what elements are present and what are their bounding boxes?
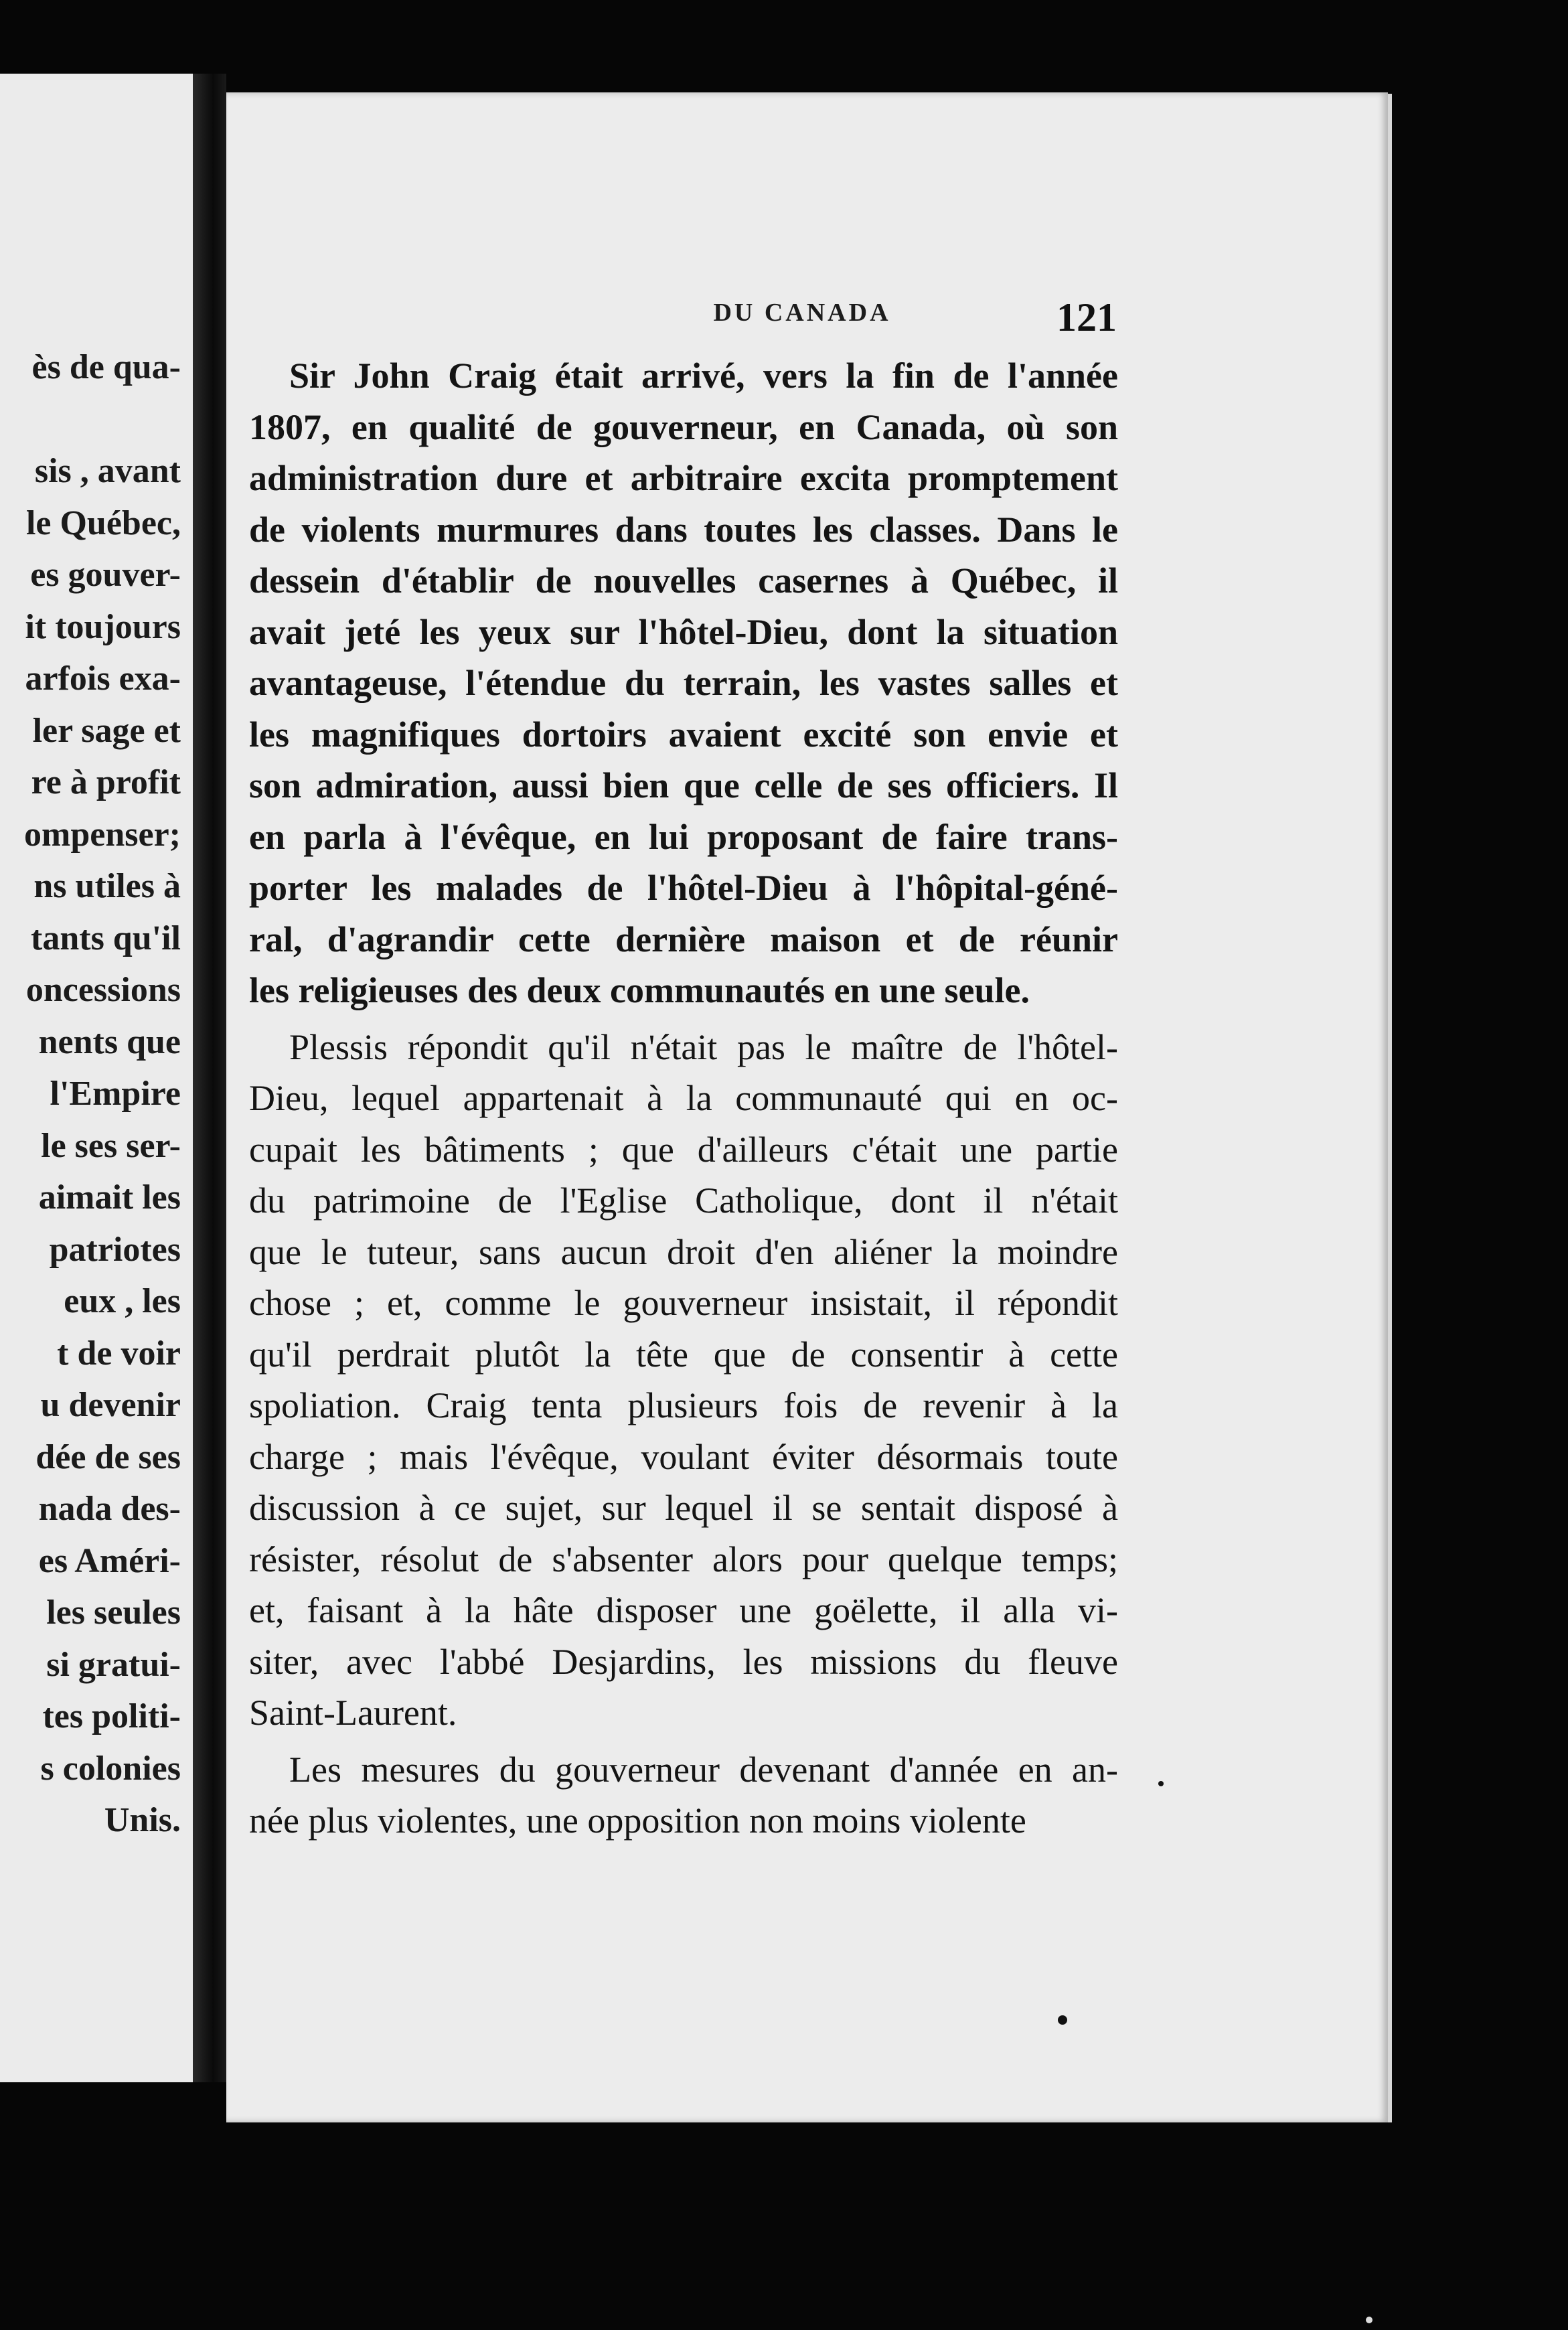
left-page-text	[0, 341, 181, 1847]
left-page-line: eux , les	[64, 1282, 181, 1320]
left-page-line: oncessions	[25, 971, 181, 1009]
text-line: les religieuses des deux communautés en une seule.	[249, 970, 1030, 1010]
left-page-line: dée de ses	[35, 1438, 181, 1476]
left-page-line: si gratui-	[46, 1645, 181, 1684]
text-line: dessein d'établir de nouvelles casernes à Québec, il	[249, 560, 1118, 601]
left-page-line: it toujours	[25, 607, 181, 646]
paragraph	[249, 1744, 1118, 1847]
text-line: résister, résolut de s'absenter alors pour quelque temps;	[249, 1539, 1118, 1579]
text-line: spoliation. Craig tenta plusieurs fois de revenir à la	[249, 1385, 1118, 1425]
left-page-line: u devenir	[40, 1386, 181, 1424]
text-line: porter les malades de l'hôtel-Dieu à l'hôpital-géné-	[249, 868, 1118, 908]
left-page-line: t de voir	[57, 1334, 181, 1373]
text-line: administration dure et arbitraire excita promptement	[249, 458, 1118, 498]
text-line: Dieu, lequel appartenait à la communauté qui en oc-	[249, 1078, 1118, 1118]
left-page	[0, 74, 193, 2082]
text-line: avait jeté les yeux sur l'hôtel-Dieu, dont la situation	[249, 611, 1118, 652]
left-page-line	[0, 394, 181, 446]
left-page-line: s colonies	[40, 1749, 181, 1788]
text-line: de violents murmures dans toutes les classes. Dans le	[249, 509, 1118, 550]
page-edge	[1388, 94, 1392, 2122]
text-line: Plessis répondit qu'il n'était pas le maître de l'hôtel-	[289, 1026, 1118, 1067]
left-page-line: le Québec,	[25, 503, 181, 542]
text-line: Les mesures du gouverneur devenant d'année en an-	[289, 1749, 1118, 1790]
left-page-line: patriotes	[49, 1230, 181, 1269]
text-line: siter, avec l'abbé Desjardins, les missions du fleuve	[249, 1641, 1118, 1682]
left-page-line: Unis.	[104, 1801, 181, 1839]
text-line: Saint-Laurent.	[249, 1693, 457, 1733]
text-line: cupait les bâtiments ; que d'ailleurs c'était une partie	[249, 1129, 1118, 1170]
left-page-line: arfois exa-	[25, 659, 181, 698]
scan-speck	[1366, 2317, 1373, 2323]
text-line: avantageuse, l'étendue du terrain, les vastes salles et	[249, 663, 1118, 703]
text-line: et, faisant à la hâte disposer une goëlette, il alla vi-	[249, 1590, 1118, 1630]
body-text	[249, 350, 1118, 1847]
left-page-line: l'Empire	[50, 1075, 181, 1113]
left-page-line: es gouver-	[30, 556, 181, 594]
text-line: les magnifiques dortoirs avaient excité son envie et	[249, 714, 1118, 755]
paragraph-gap	[249, 1739, 1118, 1744]
text-line: que le tuteur, sans aucun droit d'en aliéner la moindre	[249, 1231, 1118, 1272]
paragraph	[249, 1022, 1118, 1739]
text-line: ral, d'agrandir cette dernière maison et de réunir	[249, 919, 1118, 959]
text-line: 1807, en qualité de gouverneur, en Canada, où son	[249, 406, 1118, 447]
left-page-line: le ses ser-	[41, 1126, 181, 1165]
scan-speck	[1058, 2015, 1067, 2025]
left-page-line: ler sage et	[32, 711, 181, 750]
running-head	[367, 298, 1117, 338]
left-page-line: tes politi-	[42, 1697, 181, 1735]
left-page-line: ompenser;	[24, 815, 181, 854]
left-page-line: nada des-	[38, 1490, 181, 1528]
text-line: chose ; et, comme le gouverneur insistait, il répondit	[249, 1283, 1118, 1323]
text-line: née plus violentes, une opposition non moins violente	[249, 1800, 1026, 1841]
left-page-line: re à profit	[31, 763, 181, 801]
left-page-line: es Améri-	[38, 1541, 181, 1580]
text-line: du patrimoine de l'Eglise Catholique, dont il n'était	[249, 1180, 1118, 1221]
left-page-line: les seules	[46, 1594, 181, 1632]
left-page-line: sis , avant	[34, 452, 181, 490]
text-line: qu'il perdrait plutôt la tête que de consentir à cette	[249, 1334, 1118, 1375]
running-title: DU CANADA	[713, 299, 891, 327]
page-number: 121	[1056, 295, 1117, 339]
text-line: charge ; mais l'évêque, voulant éviter désormais toute	[249, 1436, 1118, 1477]
paragraph-gap	[249, 1016, 1118, 1022]
left-page-line: ns utiles à	[33, 867, 181, 905]
scan-speck	[1158, 1781, 1164, 1786]
left-page-line: nents que	[38, 1022, 181, 1061]
text-line: en parla à l'évêque, en lui proposant de faire trans-	[249, 816, 1118, 857]
left-page-line: ès de qua-	[31, 348, 181, 386]
text-line: discussion à ce sujet, sur lequel il se sentait disposé à	[249, 1488, 1118, 1528]
text-line: son admiration, aussi bien que celle de ses officiers. Il	[249, 765, 1118, 805]
text-line: Sir John Craig était arrivé, vers la fin de l'année	[289, 356, 1118, 396]
left-page-line: aimait les	[38, 1178, 181, 1217]
book-gutter	[193, 74, 226, 2082]
left-page-line: tants qu'il	[31, 919, 181, 957]
paragraph	[249, 350, 1118, 1016]
